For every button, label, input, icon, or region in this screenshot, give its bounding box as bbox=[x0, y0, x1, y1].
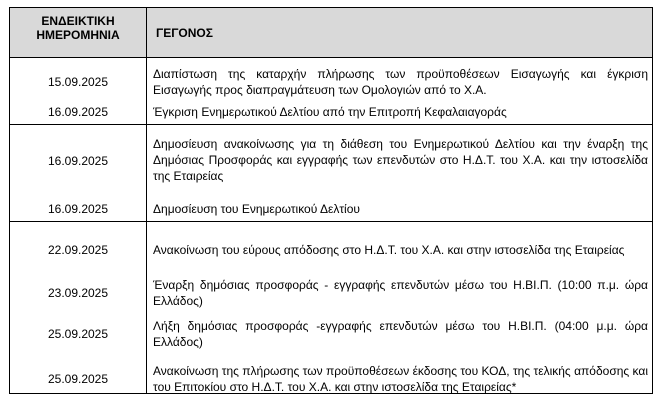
table-group-2 bbox=[10, 125, 652, 222]
table-row-event: Δημοσίευση ανακοίνωσης για τη διάθεση του Ενημερωτικού Δελτίου και την έναρξη της Δημόσιας Προσφοράς και εγγραφής των επενδυτών στο Η.Δ.Τ. του Χ.Α. και την ιστοσελίδα της Εταιρείας bbox=[153, 137, 648, 183]
table-group-3 bbox=[10, 222, 652, 395]
table-row-date: 15.09.2025 bbox=[47, 75, 109, 89]
schedule-table bbox=[9, 7, 653, 394]
table-row-date: 22.09.2025 bbox=[47, 243, 109, 257]
table-row-date: 25.09.2025 bbox=[47, 327, 109, 341]
table-row-date: 16.09.2025 bbox=[47, 105, 109, 119]
table-group-1 bbox=[10, 58, 652, 125]
table-header bbox=[10, 8, 652, 58]
table-row-event: Έγκριση Ενημερωτικού Δελτίου από την Επιτροπή Κεφαλαιαγοράς bbox=[153, 105, 507, 119]
column-divider bbox=[146, 8, 147, 393]
table-row-event: Ανακοίνωση του εύρους απόδοσης στο Η.Δ.Τ. του Χ.Α. και στην ιστοσελίδα της Εταιρείας bbox=[153, 243, 625, 257]
table-row-date: 16.09.2025 bbox=[47, 154, 109, 168]
table-row-event: Ανακοίνωση της πλήρωσης των προϋποθέσεων έκδοσης του ΚΟΔ, της τελικής απόδοσης και του Επιτοκίου στο Η.Δ.Τ. του Χ.Α. και στην ιστοσελίδα της Εταιρείας* bbox=[153, 364, 648, 394]
table-row-event: Διαπίστωση της καταρχήν πλήρωσης των προϋποθέσεων Εισαγωγής και έγκριση Εισαγωγής προς διαπραγμάτευση των Ομολογιών από το Χ.Α. bbox=[153, 67, 648, 97]
table-row-date: 25.09.2025 bbox=[47, 372, 109, 386]
table-row-event: Έναρξη δημόσιας προσφοράς - εγγραφής επενδυτών μέσω του Η.ΒΙ.Π. (10:00 π.μ. ώρα Ελλάδος) bbox=[153, 278, 648, 308]
table-row-event: Λήξη δημόσιας προσφοράς -εγγραφής επενδυτών μέσω του Η.ΒΙ.Π. (04:00 μ.μ. ώρα Ελλάδος) bbox=[153, 319, 648, 349]
header-date: ΕΝΔΕΙΚΤΙΚΗ ΗΜΕΡΟΜΗΝΙΑ bbox=[36, 14, 120, 42]
table-row-date: 23.09.2025 bbox=[47, 286, 109, 300]
header-event: ΓΕΓΟΝΟΣ bbox=[156, 26, 213, 40]
table-row-date: 16.09.2025 bbox=[47, 202, 109, 216]
table-row-event: Δημοσίευση του Ενημερωτικού Δελτίου bbox=[153, 202, 360, 216]
